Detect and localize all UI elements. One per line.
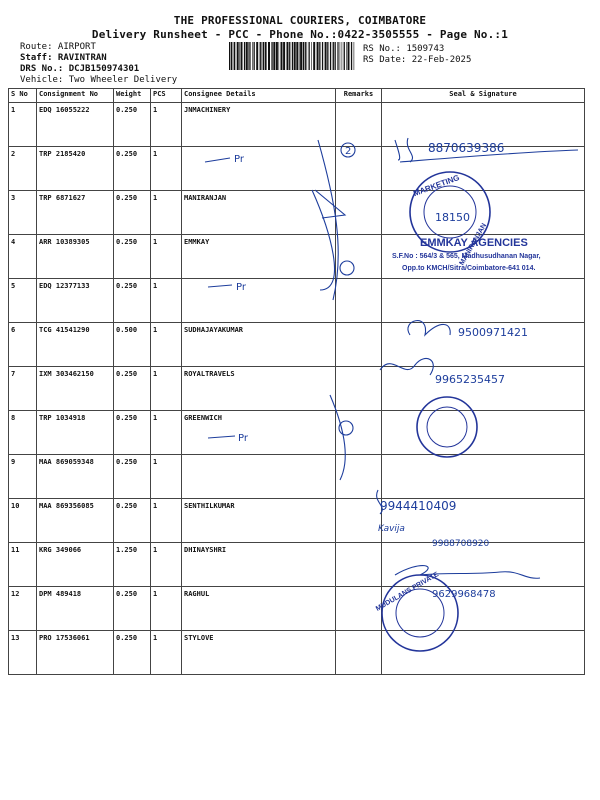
barcode-bar	[311, 42, 312, 70]
emmkay-name: EMMKAY AGENCIES	[420, 237, 528, 249]
barcode-bar	[292, 42, 293, 70]
cell-consignment: IXM 303462150	[37, 367, 114, 411]
barcode-bar	[262, 42, 263, 70]
cell-sno: 13	[9, 631, 37, 675]
cell-signature	[382, 279, 585, 323]
cell-signature	[382, 411, 585, 455]
barcode-bar	[281, 42, 283, 70]
barcode-bar	[335, 42, 336, 70]
col-consignment: Consignment No	[37, 89, 114, 103]
cell-consignee	[182, 279, 336, 323]
rs-no-label: RS No.: 1509743	[363, 44, 445, 54]
cell-signature	[382, 543, 585, 587]
cell-remarks	[336, 235, 382, 279]
cell-consignment: TRP 2185420	[37, 147, 114, 191]
cell-signature	[382, 631, 585, 675]
staff-label: Staff: RAVINTRAN	[20, 53, 107, 63]
cell-sno: 2	[9, 147, 37, 191]
cell-weight: 0.250	[114, 411, 151, 455]
cell-sno: 10	[9, 499, 37, 543]
barcode-bar	[338, 42, 339, 70]
cell-sno: 8	[9, 411, 37, 455]
cell-pcs: 1	[151, 455, 182, 499]
barcode-bar	[296, 42, 298, 70]
cell-sno: 12	[9, 587, 37, 631]
cell-sno: 11	[9, 543, 37, 587]
cell-pcs: 1	[151, 147, 182, 191]
table-row	[9, 147, 585, 191]
cell-consignee	[182, 147, 336, 191]
cell-signature	[382, 455, 585, 499]
cell-consignment: MAA 869356085	[37, 499, 114, 543]
col-consignee: Consignee Details	[182, 89, 336, 103]
cell-consignment: EDQ 16055222	[37, 103, 114, 147]
cell-remarks	[336, 499, 382, 543]
barcode-bar	[250, 42, 251, 70]
cell-pcs: 1	[151, 279, 182, 323]
barcode-bar	[233, 42, 234, 70]
barcode-bar	[234, 42, 235, 70]
row1-phone: 8870639386	[428, 141, 505, 155]
cell-sno: 4	[9, 235, 37, 279]
cell-sno: 1	[9, 103, 37, 147]
row2-note: Pr	[234, 154, 244, 165]
table-row	[9, 543, 585, 587]
cell-consignee: ROYALTRAVELS	[182, 367, 336, 411]
barcode-bar	[309, 42, 310, 70]
row11-name: Kavija	[378, 524, 405, 534]
cell-remarks	[336, 191, 382, 235]
barcode-bar	[305, 42, 306, 70]
cell-weight: 0.250	[114, 499, 151, 543]
barcode-bar	[289, 42, 290, 70]
barcode-bar	[246, 42, 248, 70]
cell-remarks	[336, 279, 382, 323]
table-row	[9, 499, 585, 543]
rs-date-label: RS Date: 22-Feb-2025	[363, 55, 472, 65]
barcode-bar	[283, 42, 285, 70]
cell-remarks	[336, 103, 382, 147]
cell-sno: 9	[9, 455, 37, 499]
cell-sno: 6	[9, 323, 37, 367]
barcode-bar	[300, 42, 302, 70]
cell-consignee: SUDHAJAYAKUMAR	[182, 323, 336, 367]
barcode-bar	[327, 42, 328, 70]
cell-remarks	[336, 323, 382, 367]
cell-consignment: TCG 41541290	[37, 323, 114, 367]
col-sno: S No	[9, 89, 37, 103]
cell-weight: 0.250	[114, 191, 151, 235]
barcode-bar	[346, 42, 347, 70]
barcode-bar	[239, 42, 240, 70]
cell-remarks	[336, 631, 382, 675]
table-row	[9, 191, 585, 235]
cell-signature	[382, 235, 585, 279]
cell-consignee: GREENWICH	[182, 411, 336, 455]
barcode-bar	[231, 42, 232, 70]
drs-label: DRS No.: DCJB150974301	[20, 64, 140, 74]
barcode-bar	[354, 42, 355, 70]
col-seal-signature: Seal & Signature	[382, 89, 585, 103]
barcode-bar	[229, 42, 230, 70]
cell-remarks	[336, 411, 382, 455]
barcode-bar	[273, 42, 275, 70]
table-row	[9, 279, 585, 323]
barcode-bar	[351, 42, 352, 70]
cell-consignee: RAGHUL	[182, 587, 336, 631]
barcode-bar	[248, 42, 249, 70]
table-row	[9, 411, 585, 455]
table-row	[9, 103, 585, 147]
barcode-bar	[348, 42, 350, 70]
row11-phone: 9988708920	[432, 539, 490, 549]
barcode-bar	[260, 42, 261, 70]
cell-weight: 0.250	[114, 279, 151, 323]
row6-phone: 9500971421	[458, 326, 528, 339]
cell-weight: 0.500	[114, 323, 151, 367]
col-weight: Weight	[114, 89, 151, 103]
cell-consignment: MAA 869059348	[37, 455, 114, 499]
barcode-bar	[268, 42, 270, 70]
cell-remarks	[336, 147, 382, 191]
barcode-bar	[313, 42, 315, 70]
table-row	[9, 455, 585, 499]
cell-pcs: 1	[151, 323, 182, 367]
cell-consignee: DHINAYSHRI	[182, 543, 336, 587]
cell-consignment: DPM 489418	[37, 587, 114, 631]
row13-seal-text: MUDULANS PRIVATE	[374, 571, 441, 613]
cell-signature	[382, 587, 585, 631]
cell-signature	[382, 367, 585, 411]
cell-consignee: MANIRANJAN	[182, 191, 336, 235]
col-remarks: Remarks	[336, 89, 382, 103]
row13-phone: 9629968478	[432, 589, 496, 600]
cell-weight: 0.250	[114, 367, 151, 411]
barcode-bar	[322, 42, 323, 70]
barcode-bar	[287, 42, 289, 70]
barcode-bar	[244, 42, 245, 70]
cell-consignment: KRG 349066	[37, 543, 114, 587]
cell-weight: 0.250	[114, 235, 151, 279]
barcode-bar	[276, 42, 278, 70]
barcode-bar	[279, 42, 280, 70]
cell-remarks	[336, 367, 382, 411]
barcode-bar	[325, 42, 327, 70]
cell-remarks	[336, 455, 382, 499]
cell-signature	[382, 191, 585, 235]
barcode-bar	[254, 42, 255, 70]
cell-consignee: SENTHILKUMAR	[182, 499, 336, 543]
cell-sno: 7	[9, 367, 37, 411]
barcode-bar	[265, 42, 267, 70]
cell-sno: 5	[9, 279, 37, 323]
cell-pcs: 1	[151, 367, 182, 411]
cell-weight: 0.250	[114, 147, 151, 191]
emmkay-line2: Opp.to KMCH/Sitra/Coimbatore-641 014.	[402, 265, 536, 272]
cell-weight: 0.250	[114, 103, 151, 147]
company-title: THE PROFESSIONAL COURIERS, COIMBATORE	[173, 14, 427, 27]
cell-sno: 3	[9, 191, 37, 235]
col-pcs: PCS	[151, 89, 182, 103]
barcode-bar	[317, 42, 319, 70]
cell-pcs: 1	[151, 103, 182, 147]
cell-pcs: 1	[151, 543, 182, 587]
runsheet-subtitle: Delivery Runsheet - PCC - Phone No.:0422-3505555 - Page No.:1	[91, 28, 509, 41]
barcode-bar	[307, 42, 308, 70]
cell-consignee: JNMACHINERY	[182, 103, 336, 147]
barcode-bar	[256, 42, 258, 70]
barcode	[229, 42, 357, 70]
barcode-bar	[252, 42, 253, 70]
cell-pcs: 1	[151, 499, 182, 543]
barcode-bar	[337, 42, 338, 70]
table-row	[9, 631, 585, 675]
barcode-bar	[333, 42, 334, 70]
barcode-bar	[271, 42, 272, 70]
barcode-bar	[330, 42, 331, 70]
barcode-bar	[237, 42, 239, 70]
cell-signature	[382, 499, 585, 543]
table-row	[9, 323, 585, 367]
barcode-bar	[263, 42, 264, 70]
cell-pcs: 1	[151, 235, 182, 279]
emmkay-line1: S.F.No : 564/3 & 565, Madhusudhanan Nagar,	[392, 253, 541, 260]
barcode-bar	[241, 42, 243, 70]
cell-remarks	[336, 587, 382, 631]
cell-weight: 1.250	[114, 543, 151, 587]
table-row	[9, 587, 585, 631]
row10-phone: 9944410409	[380, 499, 457, 513]
cell-pcs: 1	[151, 191, 182, 235]
cell-pcs: 1	[151, 411, 182, 455]
cell-signature	[382, 103, 585, 147]
cell-consignment: ARR 10389305	[37, 235, 114, 279]
table-row	[9, 235, 585, 279]
row5-note: Pr	[236, 282, 246, 293]
row7-phone: 9965235457	[435, 373, 505, 386]
seal-maniranjan-text: MANIRANJAN	[458, 222, 489, 267]
remark-circle-2: 2	[345, 146, 352, 157]
cell-weight: 0.250	[114, 455, 151, 499]
cell-signature	[382, 323, 585, 367]
barcode-bar	[340, 42, 341, 70]
cell-weight: 0.250	[114, 587, 151, 631]
cell-consignee: EMMKAY	[182, 235, 336, 279]
cell-signature	[382, 147, 585, 191]
route-label: Route: AIRPORT	[20, 42, 96, 52]
barcode-bar	[319, 42, 320, 70]
barcode-bar	[342, 42, 343, 70]
barcode-bar	[299, 42, 300, 70]
table-header-row	[9, 89, 585, 103]
vehicle-label: Vehicle: Two Wheeler Delivery	[20, 75, 178, 85]
barcode-bar	[303, 42, 304, 70]
cell-remarks	[336, 543, 382, 587]
cell-pcs: 1	[151, 631, 182, 675]
cell-consignment: TRP 1034918	[37, 411, 114, 455]
cell-consignment: EDQ 12377133	[37, 279, 114, 323]
cell-consignee: STYLOVE	[182, 631, 336, 675]
runsheet-table	[8, 88, 585, 675]
cell-consignment: PRO 17536061	[37, 631, 114, 675]
row4-code: 18150	[435, 211, 470, 224]
row9-note: Pr	[238, 433, 248, 444]
cell-consignee	[182, 455, 336, 499]
barcode-bar	[344, 42, 345, 70]
seal-marketing-text: MARKETING	[412, 173, 461, 199]
cell-consignment: TRP 6871627	[37, 191, 114, 235]
cell-weight: 0.250	[114, 631, 151, 675]
cell-pcs: 1	[151, 587, 182, 631]
table-row	[9, 367, 585, 411]
barcode-bar	[294, 42, 296, 70]
